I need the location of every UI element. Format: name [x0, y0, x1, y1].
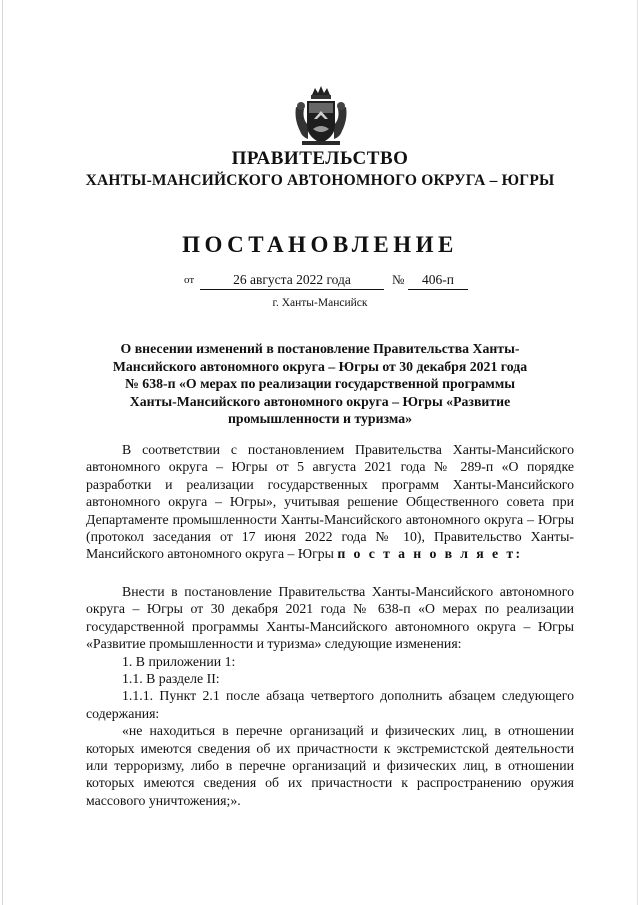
item-1-1: 1.1. В разделе II: [122, 671, 220, 687]
amendment-intro: Внести в постановление Правительства Ханты-Мансийского автономного округа – Югры от 30 декабря 2021 года № 638-п «О мерах по реализации государственной программы Ханты-Мансийского автономного округа – Югры «Развитие промышленности и туризма» следующие изменения: [86, 584, 574, 652]
preamble-paragraph [86, 441, 574, 563]
item-1: 1. В приложении 1: [122, 653, 236, 669]
preamble-text: В соответствии с постановлением Правительства Ханты-Мансийского автономного округа – Югры от 5 августа 2021 года № 289-п «О порядке разработки и реализации государственных программ Ханты-Мансийского автономного округа – Югры», учитывая решение Общественного совета при Департаменте промышленности Ханты-Мансийского автономного округа – Югры (протокол заседания от 17 июня 2022 года № 10), Правительство Ханты-Мансийского автономного округа – Югры [86, 442, 574, 562]
scan-edge-left [2, 0, 3, 905]
inserted-paragraph-quote: «не находиться в перечне организаций и физических лиц, в отношении которых имеются сведения об их причастности к экстремистской деятельности или терроризму, либо в перечне организаций и физических лиц, в отношении которых имеются сведения об их причастности к распространению оружия массового уничтожения;». [86, 723, 574, 808]
org-name-line1: ПРАВИТЕЛЬСТВО [231, 148, 409, 169]
date-prefix: от [184, 274, 195, 286]
document-date: 26 августа 2022 года [200, 272, 384, 290]
document-subject: О внесении изменений в постановление Правительства Ханты-Мансийского автономного округа – Югры от 30 декабря 2021 года № 638-п «О мерах по реализации государственной программы Ханты-Мансийского автономного округа – Югры «Развитие промышленности и туризма» [112, 341, 528, 427]
coat-of-arms-icon [292, 85, 350, 147]
resolves-word: п о с т а н о в л я е т: [337, 546, 523, 562]
preamble-block [86, 441, 574, 563]
document-number: 406-п [408, 272, 468, 290]
scan-edge-right [637, 0, 638, 905]
amendments-block [86, 583, 574, 809]
number-prefix: № [392, 272, 405, 287]
item-1-1-1: 1.1.1. Пункт 2.1 после абзаца четвертого дополнить абзацем следующего содержания: [86, 688, 574, 721]
document-type-title: ПОСТАНОВЛЕНИЕ [182, 232, 458, 257]
city-label: г. Ханты-Мансийск [272, 297, 368, 309]
org-name-line2: ХАНТЫ-МАНСИЙСКОГО АВТОНОМНОГО ОКРУГА – ЮГРЫ [85, 172, 555, 189]
